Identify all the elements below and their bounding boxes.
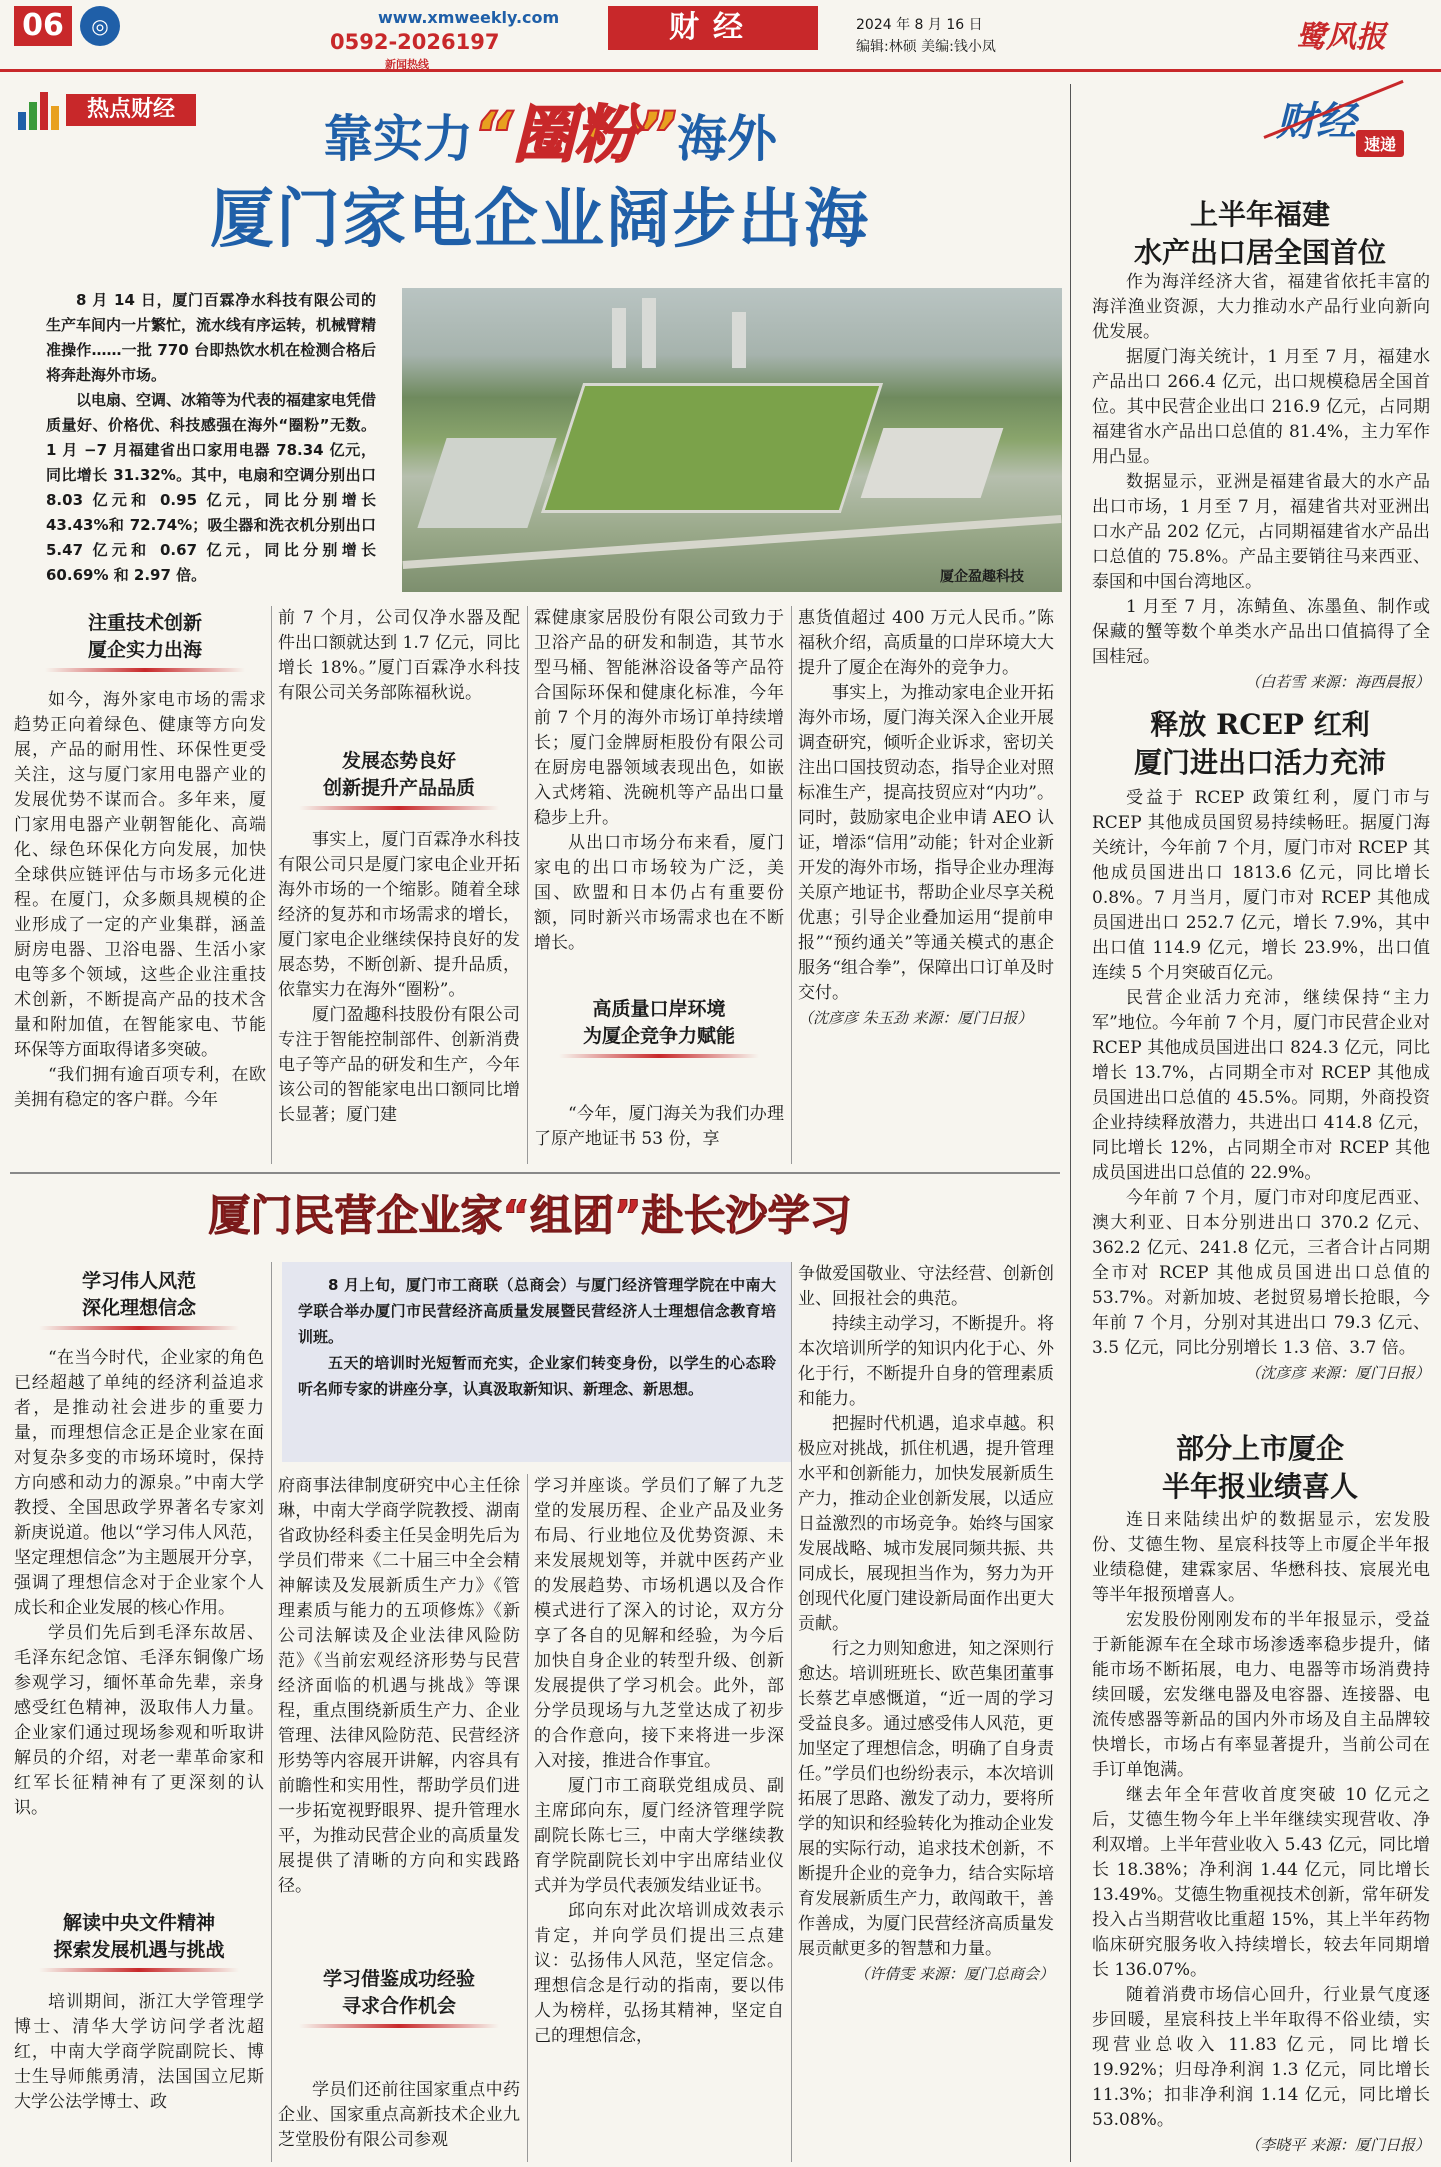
body-paragraph: 继去年全年营收首度突破 10 亿元之后，艾德生物今年上半年继续实现营收、净利双增。上半年营业收入 5.43 亿元，同比增长 18.38%；净利润 1.44 亿元，同比增长 13.49%。艾德生物重视技术创新，常年研发投入占当期营收比重超 15%，其上半年药物临床研究服务收入持续增长，较去年同期增长 136.07%。 (1092, 1785, 1430, 1980)
body-paragraph: 作为海洋经济大省，福建省依托丰富的海洋渔业资源，大力推动水产品行业向新向优发展。 (1092, 272, 1430, 342)
subhead-port-environment (534, 996, 784, 1058)
lead-intro-paragraph: 以电扇、空调、冰箱等为代表的福建家电凭借质量好、价格优、科技感强在海外“圈粉”无数。1 月 −7 月福建省出口家用电器 78.34 亿元，同比增长 31.32%。其中，电扇和空调分别出口 8.03 亿元和 0.95 亿元，同比分别增长 43.43%和 72.74%；吸尘器和洗衣机分别出口 5.47 亿元和 0.67 亿元，同比分别增长 60.69% 和 2.97 倍。 (46, 391, 377, 584)
body-paragraph: “我们拥有逾百项专利，在欧美拥有稳定的客户群。今年 (14, 1065, 266, 1110)
box-paragraph: 8 月上旬，厦门市工商联（总商会）与厦门经济管理学院在中南大学联合举办厦门市民营经济高质量发展暨民营经济人士理想信念教育培训班。 (298, 1276, 776, 1346)
subhead-line: 发展态势良好 (341, 750, 456, 772)
brief-2-body (1092, 786, 1430, 1386)
subhead-learn-leaders (14, 1268, 264, 1330)
body-paragraph: 宏发股份刚刚发布的半年报显示，受益于新能源车在全球市场渗透率稳步提升，储能市场不断拓展，电力、电器等市场消费持续回暖，宏发继电器及电容器、连接器、电流传感器等新品的国内外市场及自主品牌较快增长，市场占有率显著提升，当前公司在手订单饱满。 (1092, 1610, 1430, 1780)
body-paragraph: 霖健康家居股份有限公司致力于卫浴产品的研发和制造，其节水型马桶、智能淋浴设备等产品符合国际环保和健康化标准，今年前 7 个月的海外市场订单持续增长；厦门金牌厨柜股份有限公司在厨房电器领域表现出色，如嵌入式烤箱、洗碗机等产品出口量稳步上升。 (534, 608, 784, 828)
brief-3-title (1090, 1430, 1430, 1506)
group-column-2 (278, 1474, 520, 1899)
subhead-central-documents (14, 1910, 264, 1972)
lead-title-line1 (240, 100, 860, 170)
issue-date: 2024 年 8 月 16 日 (856, 17, 983, 33)
body-paragraph: 事实上，厦门百霖净水科技有限公司只是厦门家电企业开拓海外市场的一个缩影。随着全球经济的复苏和市场需求的增长，厦门家电企业继续保持良好的发展态势，不断创新、提升品质，依靠实力在海外“圈粉”。 (278, 830, 520, 1000)
group-column-3 (534, 1474, 784, 2049)
body-paragraph: 今年前 7 个月，厦门市对印度尼西亚、澳大利亚、日本分别进出口 370.2 亿元、362.2 亿元、241.8 亿元，三者合计占同期全市对 RCEP 其他成员国进出口总值的 53.7%。对新加坡、老挝贸易增长抢眼，今年前 7 个月，分别对其进出口 79.3 亿元、3.5 亿元，同比分别增长 1.3 倍、3.7 倍。 (1092, 1188, 1430, 1358)
headline-line: 部分上市厦企 (1175, 1432, 1344, 1465)
body-paragraph: 惠货值超过 400 万元人民币。”陈福秋介绍，高质量的口岸环境大大提升了厦企在海外的竞争力。 (798, 608, 1054, 678)
body-paragraph: 受益于 RCEP 政策红利，厦门市与 RCEP 其他成员国贸易持续畅旺。据厦门海关统计，今年前 7 个月，厦门市对 RCEP 其他成员国进出口 1813.6 亿元，同比增长 0.8%。7 月当月，厦门市对 RCEP 其他成员国进出口 252.7 亿元，增长 7.9%，其中出口值 114.9 亿元，增长 23.9%，出口值连续 5 个月突破百亿元。 (1092, 788, 1430, 983)
page-header (0, 0, 1441, 72)
subhead-line: 解读中央文件精神 (62, 1912, 215, 1934)
box-paragraph: 五天的培训时光短暂而充实，企业家们转变身份，以学生的心态聆听名师专家的讲座分享，认真汲取新知识、新理念、新思想。 (298, 1354, 776, 1398)
subhead-line: 寻求合作机会 (341, 1995, 456, 2017)
group-column-1-bottom (14, 1990, 264, 2115)
body-paragraph: 随着消费市场信心回升，行业景气度逐步回暖，星宸科技上半年取得不俗业绩，实现营业总收入 11.83 亿元，同比增长 19.92%；归母净利润 1.3 亿元，同比增长 11.3%；扣非净利润 1.14 亿元，同比增长 53.08%。 (1092, 1985, 1430, 2130)
group-lead-box (282, 1262, 792, 1462)
body-paragraph: 学员们还前往国家重点中药企业、国家重点高新技术企业九芝堂股份有限公司参观 (278, 2080, 520, 2150)
paper-name: 鹭风报 (1296, 20, 1386, 55)
article-source: （沈彦彦 来源：厦门日报） (1245, 1364, 1430, 1382)
group-column-2-bottom (278, 2078, 520, 2153)
subhead-line: 学习借鉴成功经验 (322, 1968, 475, 1990)
subhead-line: 为厦企竞争力赋能 (582, 1025, 735, 1047)
subhead-line: 深化理想信念 (81, 1297, 196, 1319)
page-number: 06 (14, 6, 72, 46)
body-paragraph: “在当今时代，企业家的角色已经超越了单纯的经济利益追求者，是推动社会进步的重要力量，而理想信念正是企业家在面对复杂多变的市场环境时，保持方向感和动力的源泉。”中南大学教授、全国思政学界著名专家刘新庚说道。他以“学习伟人风范，坚定理想信念”为主题展开分享，强调了理想信念对于企业家个人成长和企业发展的核心作用。 (14, 1348, 264, 1618)
website-url[interactable]: www.xmweekly.com (378, 8, 560, 27)
section-divider (10, 1172, 1060, 1174)
column-divider (791, 1262, 792, 2162)
lead-intro (46, 288, 376, 588)
body-paragraph: 培训期间，浙江大学管理学博士、清华大学访问学者沈超红，中南大学商学院副院长、博士生导师熊勇清，法国国立尼斯大学公法学博士、政 (14, 1992, 264, 2112)
lead-column-3-bottom (534, 1102, 784, 1152)
body-paragraph: 1 月至 7 月，冻鲭鱼、冻墨鱼、制作或保藏的蟹等数个单类水产品出口值搞得了全国桂冠。 (1092, 597, 1430, 667)
finance-badge-sub: 速递 (1356, 130, 1404, 157)
article-source: （许倩雯 来源：厦门总商会） (854, 1965, 1054, 1983)
column-divider (271, 606, 272, 1164)
headline-line: 水产出口居全国首位 (1133, 236, 1386, 269)
body-paragraph: 连日来陆续出炉的数据显示，宏发股份、艾德生物、星宸科技等上市厦企半年报业绩稳健，建霖家居、华懋科技、宸展光电等半年报预增喜人。 (1092, 1510, 1430, 1605)
hot-finance-label: 热点财经 (66, 94, 196, 126)
body-paragraph: 如今，海外家电市场的需求趋势正向着绿色、健康等方向发展，产品的耐用性、环保性更受关注，这与厦门家用电器产业的发展优势不谋而合。多年来，厦门家用电器产业朝智能化、高端化、绿色环保化方向发展，加快全球供应链评估与市场多元化进程。在厦门，众多颇具规模的企业形成了一定的产业集群，涵盖厨房电器、卫浴电器、生活小家电等多个领域，这些企业注重技术创新，不断提高产品的技术含量和附加值，在智能家电、节能环保等方面取得诸多突破。 (14, 690, 266, 1060)
hotline-label: 新闻热线 (385, 58, 429, 71)
body-paragraph: 学习并座谈。学员们了解了九芝堂的发展历程、企业产品及业务布局、行业地位及优势资源、未来发展规划等，并就中医药产业的发展趋势、市场机遇以及合作模式进行了深入的讨论，双方分享了各自的见解和经验，为今后加快自身企业的转型升级、创新发展提供了学习机会。此外，部分学员现场与九芝堂达成了初步的合作意向，接下来将进一步深入对接，推进合作事宜。 (534, 1476, 784, 1771)
body-paragraph: 行之力则知愈进，知之深则行愈达。培训班班长、欧芭集团董事长蔡艺卓感慨道，“近一周的学习受益良多。通过感受伟人风范，更加坚定了理想信念，明确了自身责任。”学员们也纷纷表示，本次培训拓展了思路、激发了动力，要将所学的知识和经验转化为推动企业发展的实际行动，追求技术创新，不断提升企业的竞争力，结合实际培育发展新质生产力，敢闯敢干，善作善成，为厦门民营经济高质量发展贡献更多的智慧和力量。 (798, 1639, 1054, 1959)
editor-credits: 编辑:林硕 美编:钱小凤 (856, 39, 996, 55)
lead-column-2-top (278, 606, 520, 706)
photo-caption: 厦企盈趣科技 (940, 569, 1024, 585)
hot-finance-tag (16, 84, 202, 130)
bar-chart-icon (16, 90, 60, 130)
sidebar-divider (1070, 84, 1071, 2162)
body-paragraph: 邱向东对此次培训成效表示肯定，并向学员们提出三点建议：弘扬伟人风范，坚定信念。理想信念是行动的指南，要以伟人为榜样，弘扬其精神，坚定自己的理想信念， (534, 1901, 784, 2046)
headline-line: 半年报业绩喜人 (1161, 1470, 1358, 1503)
subhead-line: 高质量口岸环境 (592, 998, 726, 1020)
lead-intro-paragraph: 8 月 14 日，厦门百霖净水科技有限公司的生产车间内一片繁忙，流水线有序运转，机械臂精准操作……一批 770 台即热饮水机在检测合格后将奔赴海外市场。 (46, 291, 377, 384)
subhead-line: 探索发展机遇与挑战 (53, 1939, 225, 1961)
section-title: 财经 (608, 6, 818, 50)
body-paragraph: 争做爱国敬业、守法经营、创新创业、回报社会的典范。 (798, 1264, 1054, 1309)
article-source: （李晓平 来源：厦门日报） (1245, 2136, 1430, 2154)
lead-column-1 (14, 688, 266, 1113)
lead-column-3 (534, 606, 784, 956)
brief-3-body (1092, 1508, 1430, 2158)
body-paragraph: 学员们先后到毛泽东故居、毛泽东纪念馆、毛泽东铜像广场参观学习，缅怀革命先辈，亲身感受红色精神，汲取伟人力量。企业家们通过现场参观和听取讲解员的介绍，对老一辈革命家和红军长征精神有了更深刻的认识。 (14, 1623, 264, 1818)
finance-badge-main: 财经 (1276, 99, 1356, 145)
column-divider (271, 1262, 272, 2162)
column-divider (791, 606, 792, 1164)
lead-column-4 (798, 606, 1054, 1031)
body-paragraph: 民营企业活力充沛，继续保持“主力军”地位。今年前 7 个月，厦门市民营企业对 RCEP 其他成员国进出口 824.3 亿元，同比增长 13.7%，占同期全市对 RCEP 其他成员国进出口总值的 45.5%。同期，外商投资企业持续释放潜力，共进出口 414.8 亿元，同比增长 12%，占同期全市对 RCEP 其他成员国进出口总值的 22.9%。 (1092, 988, 1430, 1183)
lead-title-part-c: 海外 (676, 110, 777, 168)
subhead-tech-innovation (20, 610, 270, 672)
brief-2-title (1090, 706, 1430, 782)
body-paragraph: 从出口市场分布来看，厦门家电的出口市场较为广泛，美国、欧盟和日本仍占有重要份额，同时新兴市场需求也在不断增长。 (534, 833, 784, 953)
body-paragraph: 数据显示，亚洲是福建省最大的水产品出口市场，1 月至 7 月，福建省共对亚洲出口水产品 202 亿元，占同期福建省水产品出口总值的 75.8%。产品主要销往马来西亚、泰国和中国台湾地区。 (1092, 472, 1430, 592)
lead-column-2 (278, 828, 520, 1128)
body-paragraph: 厦门市工商联党组成员、副主席邱向东，厦门经济管理学院副院长陈七三，中南大学继续教育学院副院长刘中宇出席结业仪式并为学员代表颁发结业证书。 (534, 1776, 784, 1896)
group-study-title: 厦门民营企业家“组团”赴长沙学习 (208, 1191, 852, 1240)
subhead-line: 注重技术创新 (87, 612, 202, 634)
body-paragraph: 前 7 个月，公司仅净水器及配件出口额就达到 1.7 亿元，同比增长 18%。”厦门百霖净水科技有限公司关务部陈福秋说。 (278, 608, 520, 703)
subhead-line: 厦企实力出海 (87, 639, 202, 661)
article-source: （白若雪 来源：海西晨报） (1245, 673, 1430, 691)
subhead-learn-experience (278, 1966, 520, 2028)
brief-1-body (1092, 270, 1430, 695)
lead-title-line2: 厦门家电企业阔步出海 (210, 183, 870, 257)
group-column-1 (14, 1346, 264, 1821)
lead-title-part-b: “圈粉” (473, 98, 677, 171)
subhead-line: 学习伟人风范 (81, 1270, 196, 1292)
factory-aerial-photo (402, 288, 1062, 592)
headline-line: 厦门进出口活力充沛 (1133, 746, 1386, 779)
body-paragraph: 把握时代机遇，追求卓越。积极应对挑战，抓住机遇，提升管理水平和创新能力，加快发展新质生产力，推动企业创新发展，以适应日益激烈的市场竞争。始终与国家发展战略、城市发展同频共振、共同成长，展现担当作为，努力为开创现代化厦门建设新局面作出更大贡献。 (798, 1414, 1054, 1634)
lead-title-part-a: 靠实力 (323, 110, 474, 168)
body-paragraph: 厦门盈趣科技股份有限公司专注于智能控制部件、创新消费电子等产品的研发和生产，今年该公司的智能家电出口额同比增长显著；厦门建 (278, 1005, 520, 1125)
paper-logo-icon: ◎ (80, 6, 120, 46)
subhead-good-momentum (278, 748, 520, 810)
column-divider (527, 606, 528, 1164)
body-paragraph: 持续主动学习，不断提升。将本次培训所学的知识内化于心、外化于行，不断提升自身的管理素质和能力。 (798, 1314, 1054, 1409)
finance-express-badge (1260, 84, 1430, 164)
body-paragraph: 府商事法律制度研究中心主任徐琳，中南大学商学院教授、湖南省政协经科委主任吴金明先后为学员们带来《二十届三中全会精神解读及发展新质生产力》《管理素质与能力的五项修炼》《新公司法解读及企业法律风险防范》《当前宏观经济形势与民营经济面临的机遇与挑战》等课程，重点围绕新质生产力、企业管理、法律风险防范、民营经济形势等内容展开讲解，内容具有前瞻性和实用性，帮助学员们进一步拓宽视野眼界、提升管理水平，为推动民营企业的高质量发展提供了清晰的方向和实践路径。 (278, 1476, 520, 1896)
subhead-line: 创新提升产品品质 (322, 777, 475, 799)
body-paragraph: 据厦门海关统计，1 月至 7 月，福建水产品出口 266.4 亿元，出口规模稳居全国首位。其中民营企业出口 216.9 亿元，占同期福建省水产品出口总值的 81.4%，主力军作用凸显。 (1092, 347, 1430, 467)
headline-line: 上半年福建 (1189, 198, 1330, 231)
headline-line: 释放 RCEP 红利 (1150, 708, 1370, 741)
body-paragraph: “今年，厦门海关为我们办理了原产地证书 53 份，享 (534, 1104, 784, 1149)
group-column-4 (798, 1262, 1054, 1987)
article-source: （沈彦彦 朱玉劲 来源：厦门日报） (798, 1009, 1033, 1027)
column-divider (527, 1474, 528, 2162)
body-paragraph: 事实上，为推动家电企业开拓海外市场，厦门海关深入企业开展调查研究，倾听企业诉求，密切关注出口国技贸动态，指导企业对照标准生产，提高技贸应对“内功”。同时，鼓励家电企业申请 AEO 认证，增添“信用”动能；针对企业新开发的海外市场，指导企业办理海关原产地证书，帮助企业尽享关税优惠；引导企业叠加运用“提前申报”“预约通关”等通关模式的惠企服务“组合拳”，保障出口订单及时交付。 (798, 683, 1054, 1003)
hotline-number: 0592-2026197 (330, 30, 500, 54)
brief-1-title (1090, 196, 1430, 272)
